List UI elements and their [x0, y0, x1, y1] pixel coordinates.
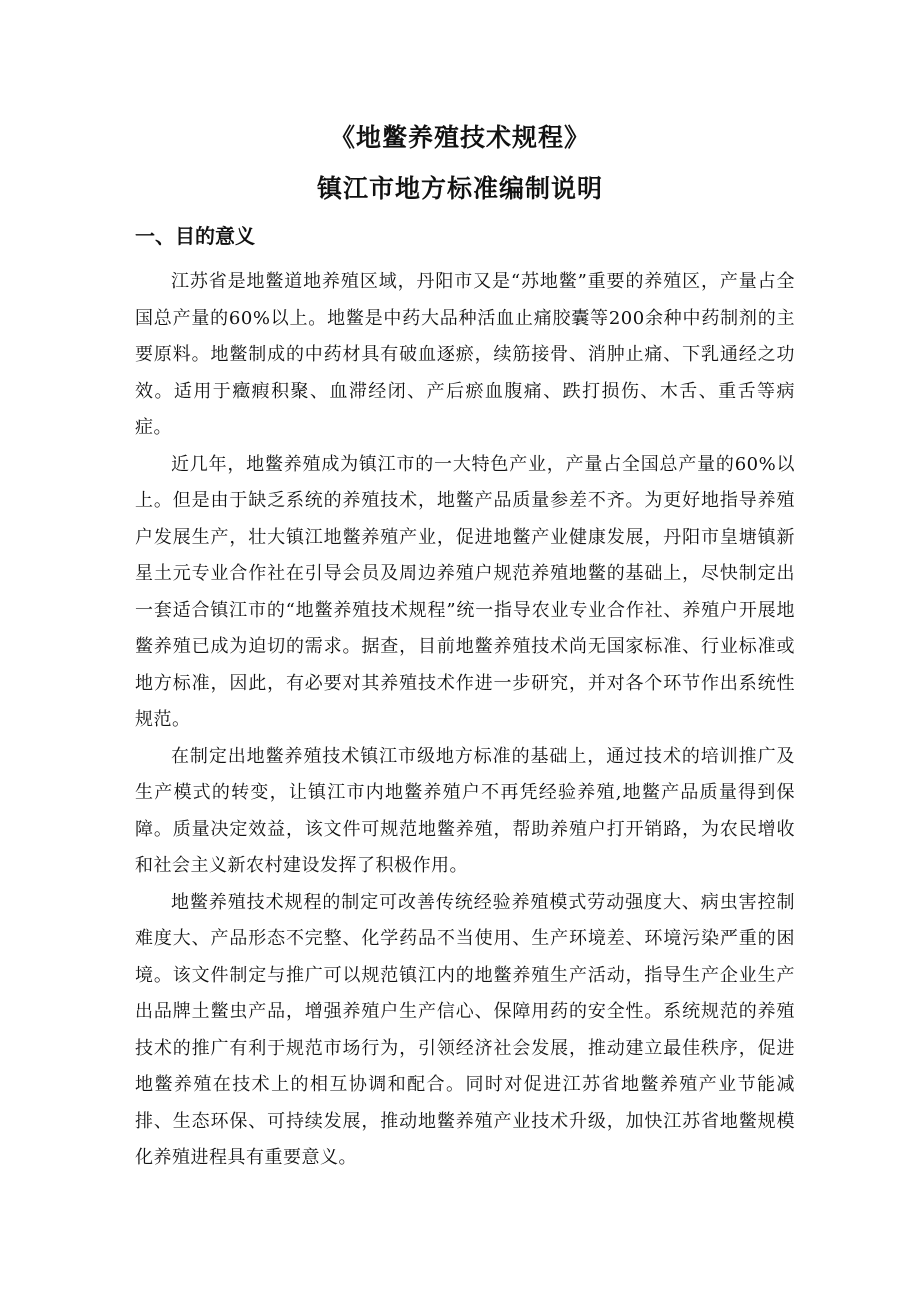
- section-heading: 一、目的意义: [135, 224, 255, 248]
- paragraph-2: 近几年，地鳖养殖成为镇江市的一大特色产业，产量占全国总产量的60%以上。但是由于缺乏系统的养殖技术，地鳖产品质量参差不齐。为更好地指导养殖户发展生产，壮大镇江地鳖养殖产业，促进地鳖产业健康发展，丹阳市皇塘镇新星土元专业合作社在引导会员及周边养殖户规范养殖地鳖的基础上，尽快制定出一套适合镇江市的“地鳖养殖技术规程”统一指导农业专业合作社、养殖户开展地鳖养殖已成为迫切的需求。据查，目前地鳖养殖技术尚无国家标准、行业标准或地方标准，因此，有必要对其养殖技术作进一步研究，并对各个环节作出系统性规范。: [135, 453, 795, 730]
- body-text: [135, 264, 795, 1177]
- document-subtitle: 镇江市地方标准编制说明: [316, 174, 603, 203]
- paragraph-1: 江苏省是地鳖道地养殖区域，丹阳市又是“苏地鳖”重要的养殖区，产量占全国总产量的60%以上。地鳖是中药大品种活血止痛胶囊等200余种中药制剂的主要原料。地鳖制成的中药材具有破血逐瘀，续筋接骨、消肿止痛、下乳通经之功效。适用于癥瘕积聚、血滞经闭、产后瘀血腹痛、跌打损伤、木舌、重舌等病症。: [135, 271, 795, 438]
- paragraph-3: 在制定出地鳖养殖技术镇江市级地方标准的基础上，通过技术的培训推广及生产模式的转变，让镇江市内地鳖养殖户不再凭经验养殖,地鳖产品质量得到保障。质量决定效益，该文件可规范地鳖养殖，帮助养殖户打开销路，为农民增收和社会主义新农村建设发挥了积极作用。: [135, 745, 795, 876]
- document-title: 《地鳖养殖技术规程》: [329, 123, 590, 152]
- paragraph-4: 地鳖养殖技术规程的制定可改善传统经验养殖模式劳动强度大、病虫害控制难度大、产品形态不完整、化学药品不当使用、生产环境差、环境污染严重的困境。该文件制定与推广可以规范镇江内的地鳖养殖生产活动，指导生产企业生产出品牌土鳖虫产品，增强养殖户生产信心、保障用药的安全性。系统规范的养殖技术的推广有利于规范市场行为，引领经济社会发展，推动建立最佳秩序，促进地鳖养殖在技术上的相互协调和配合。同时对促进江苏省地鳖养殖产业节能减排、生态环保、可持续发展，推动地鳖养殖产业技术升级，加快江苏省地鳖规模化养殖进程具有重要意义。: [135, 891, 795, 1168]
